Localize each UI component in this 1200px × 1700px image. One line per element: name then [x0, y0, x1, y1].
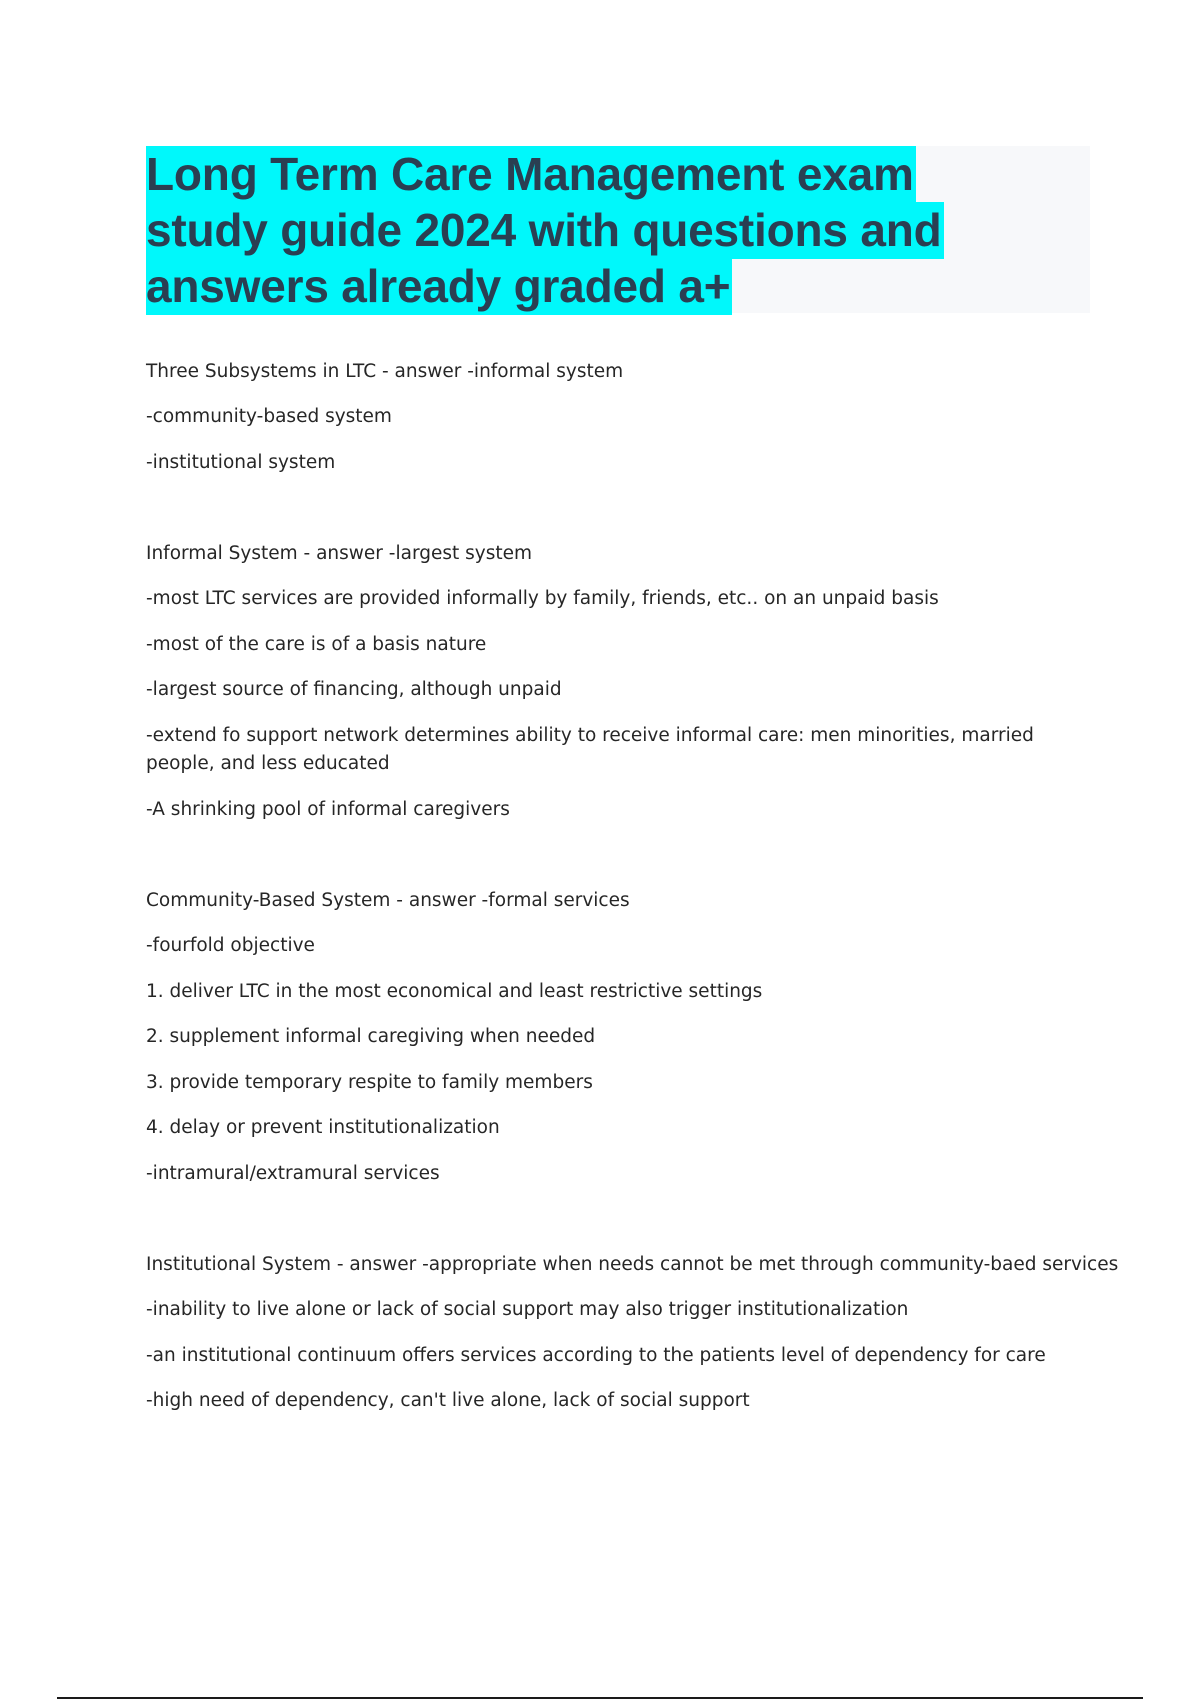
document-title: [146, 146, 1090, 313]
answer-line: -inability to live alone or lack of social support may also trigger institutionalization: [146, 1299, 909, 1320]
question-line: Community-Based System - answer -formal services: [146, 890, 630, 911]
title-line-1: Long Term Care Management exam: [146, 146, 916, 203]
answer-line: -most LTC services are provided informally by family, friends, etc.. on an unpaid basis: [146, 588, 939, 609]
answer-line: -intramural/extramural services: [146, 1163, 440, 1184]
answer-line: -high need of dependency, can't live alone, lack of social support: [146, 1390, 750, 1411]
answer-line: 1. deliver LTC in the most economical and least restrictive settings: [146, 981, 763, 1002]
answer-line: 2. supplement informal caregiving when needed: [146, 1026, 596, 1047]
answer-line: -extend fo support network determines ability to receive informal care: men minorities, married people, and less educated: [146, 725, 1034, 774]
answer-line: 3. provide temporary respite to family members: [146, 1072, 593, 1093]
answer-line: 4. delay or prevent institutionalization: [146, 1117, 500, 1138]
answer-line: -A shrinking pool of informal caregivers: [146, 799, 510, 820]
question-line: Three Subsystems in LTC - answer -informal system: [146, 361, 624, 382]
answer-line: -institutional system: [146, 452, 336, 473]
answer-line: -most of the care is of a basis nature: [146, 634, 487, 655]
footer-divider: [57, 1697, 1143, 1699]
answer-line: -largest source of financing, although unpaid: [146, 679, 562, 700]
question-line: Institutional System - answer -appropriate when needs cannot be met through community-baed services: [146, 1254, 1119, 1275]
answer-line: -an institutional continuum offers services according to the patients level of dependency for care: [146, 1345, 1046, 1366]
answer-line: -fourfold objective: [146, 935, 315, 956]
answer-line: -community-based system: [146, 406, 392, 427]
question-line: Informal System - answer -largest system: [146, 543, 533, 564]
title-line-3: answers already graded a+: [146, 258, 732, 315]
title-line-2: study guide 2024 with questions and: [146, 202, 944, 259]
